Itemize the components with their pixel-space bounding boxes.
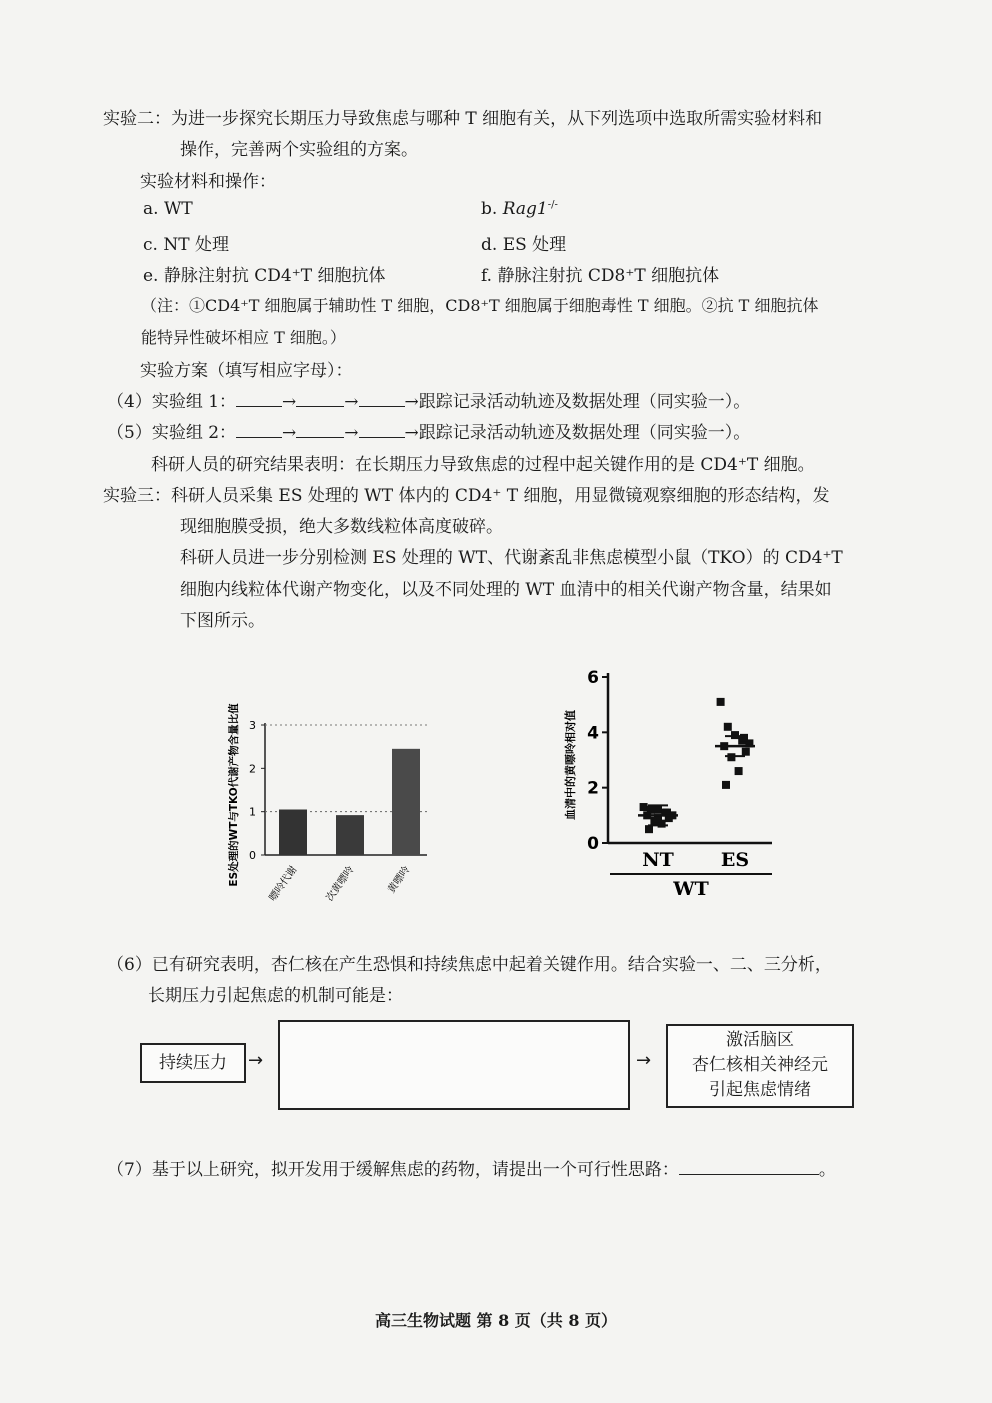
scatter-point-es xyxy=(722,781,730,789)
scatter-y-axis-label: 血清中的黄嘌呤相对值 xyxy=(564,710,577,820)
scatter-point-es xyxy=(724,723,732,731)
scatter-point-nt xyxy=(654,806,662,814)
bar-y-tick-label: 2 xyxy=(249,762,256,776)
flow-end-line2: 杏仁核相关神经元 xyxy=(692,1055,828,1075)
bar-y-tick-label: 1 xyxy=(249,805,256,819)
bar-y-tick-label: 3 xyxy=(249,719,256,732)
bar-chart xyxy=(195,655,445,915)
answer-blank-5c[interactable] xyxy=(359,436,405,438)
scatter-point-nt xyxy=(640,803,648,811)
answer-blank-4a[interactable] xyxy=(236,405,282,407)
exp3-line3: 科研人员进一步分别检测 ES 处理的 WT、代谢紊乱非焦虑模型小鼠（TKO）的 CD4⁺T xyxy=(180,548,843,568)
option-a: a. WT xyxy=(143,199,193,219)
exp2-line2: 操作，完善两个实验组的方案。 xyxy=(180,140,418,160)
bar-y-tick-label: 0 xyxy=(249,849,256,862)
flow-start-label: 持续压力 xyxy=(159,1053,227,1073)
exp3-line2: 现细胞膜受损，绝大多数线粒体高度破碎。 xyxy=(180,517,503,537)
q6-line1: （6）已有研究表明，杏仁核在产生恐惧和持续焦虑中起着关键作用。结合实验一、二、三分析， xyxy=(107,955,832,975)
flow-start-box xyxy=(140,1043,246,1083)
bar-3 xyxy=(392,749,420,855)
question-5: （5）实验组 2： → → →跟踪记录活动轨迹及数据处理（同实验一）。 xyxy=(107,423,751,443)
answer-blank-4b[interactable] xyxy=(296,405,344,407)
flow-arrow-2: → xyxy=(636,1050,652,1071)
scatter-y-tick-label: 6 xyxy=(587,668,599,688)
bar-category-label: 黄嘌呤 xyxy=(386,864,413,896)
flow-arrow-1: → xyxy=(248,1050,264,1071)
option-e: e. 静脉注射抗 CD4⁺T 细胞抗体 xyxy=(143,266,386,286)
scatter-point-es xyxy=(740,734,748,742)
option-b: b. Rag1-/- xyxy=(481,199,558,219)
scatter-point-nt xyxy=(645,825,653,833)
bar-2 xyxy=(336,815,364,855)
answer-blank-5b[interactable] xyxy=(296,436,344,438)
question-7: （7）基于以上研究，拟开发用于缓解焦虑的药物，请提出一个可行性思路： 。 xyxy=(107,1160,836,1180)
answer-blank-5a[interactable] xyxy=(236,436,282,438)
note-line1: （注：①CD4⁺T 细胞属于辅助性 T 细胞，CD8⁺T 细胞属于细胞毒性 T 细胞。②抗 T 细胞抗体 xyxy=(141,296,819,315)
exp2-line1: 实验二：为进一步探究长期压力导致焦虑与哪种 T 细胞有关，从下列选项中选取所需实验材料和 xyxy=(103,109,823,129)
flow-end-line3: 引起焦虑情绪 xyxy=(709,1080,811,1100)
flow-end-line1: 激活脑区 xyxy=(726,1030,794,1050)
answer-blank-4c[interactable] xyxy=(359,405,405,407)
mechanism-answer-box[interactable] xyxy=(278,1020,630,1110)
option-c: c. NT 处理 xyxy=(143,235,229,255)
bar-category-label: 嘌呤代谢 xyxy=(267,864,300,904)
plan-title: 实验方案（填写相应字母）： xyxy=(140,361,353,381)
scatter-point-es xyxy=(727,753,735,761)
scatter-chart xyxy=(560,660,790,900)
option-d: d. ES 处理 xyxy=(481,235,567,255)
question-4: （4）实验组 1： → → →跟踪记录活动轨迹及数据处理（同实验一）。 xyxy=(107,392,751,412)
exp3-line1: 实验三：科研人员采集 ES 处理的 WT 体内的 CD4⁺ T 细胞，用显微镜观察细胞的形态结构，发 xyxy=(103,486,830,506)
scatter-y-tick-label: 0 xyxy=(587,834,599,854)
bar-y-axis-label: ES处理的WT与TKO代谢产物含量比值 xyxy=(228,703,240,887)
scatter-category-label: NT xyxy=(642,849,674,871)
exp2-conclusion: 科研人员的研究结果表明：在长期压力导致焦虑的过程中起关键作用的是 CD4⁺T 细胞。 xyxy=(151,455,815,475)
scatter-point-es xyxy=(731,731,739,739)
scatter-point-es xyxy=(735,767,743,775)
q6-line2: 长期压力引起焦虑的机制可能是： xyxy=(148,986,403,1006)
bar-category-label: 次黄嘌呤 xyxy=(324,864,357,904)
bar-1 xyxy=(279,810,307,856)
page-footer: 高三生物试题 第 8 页（共 8 页） xyxy=(374,1311,618,1330)
exp3-line5: 下图所示。 xyxy=(180,611,265,631)
exp3-line4: 细胞内线粒体代谢产物变化，以及不同处理的 WT 血清中的相关代谢产物含量，结果如 xyxy=(180,580,832,600)
answer-blank-7[interactable] xyxy=(679,1173,819,1175)
scatter-y-tick-label: 4 xyxy=(587,723,599,744)
flow-end-box xyxy=(666,1024,854,1108)
scatter-point-es xyxy=(742,748,750,756)
scatter-group-label: WT xyxy=(673,878,709,900)
scatter-point-es xyxy=(717,698,725,706)
note-line2: 能特异性破坏相应 T 细胞。） xyxy=(141,328,346,347)
materials-title: 实验材料和操作： xyxy=(140,172,276,192)
option-f: f. 静脉注射抗 CD8⁺T 细胞抗体 xyxy=(481,266,720,286)
scatter-y-tick-label: 2 xyxy=(587,778,599,799)
scatter-category-label: ES xyxy=(720,849,750,871)
